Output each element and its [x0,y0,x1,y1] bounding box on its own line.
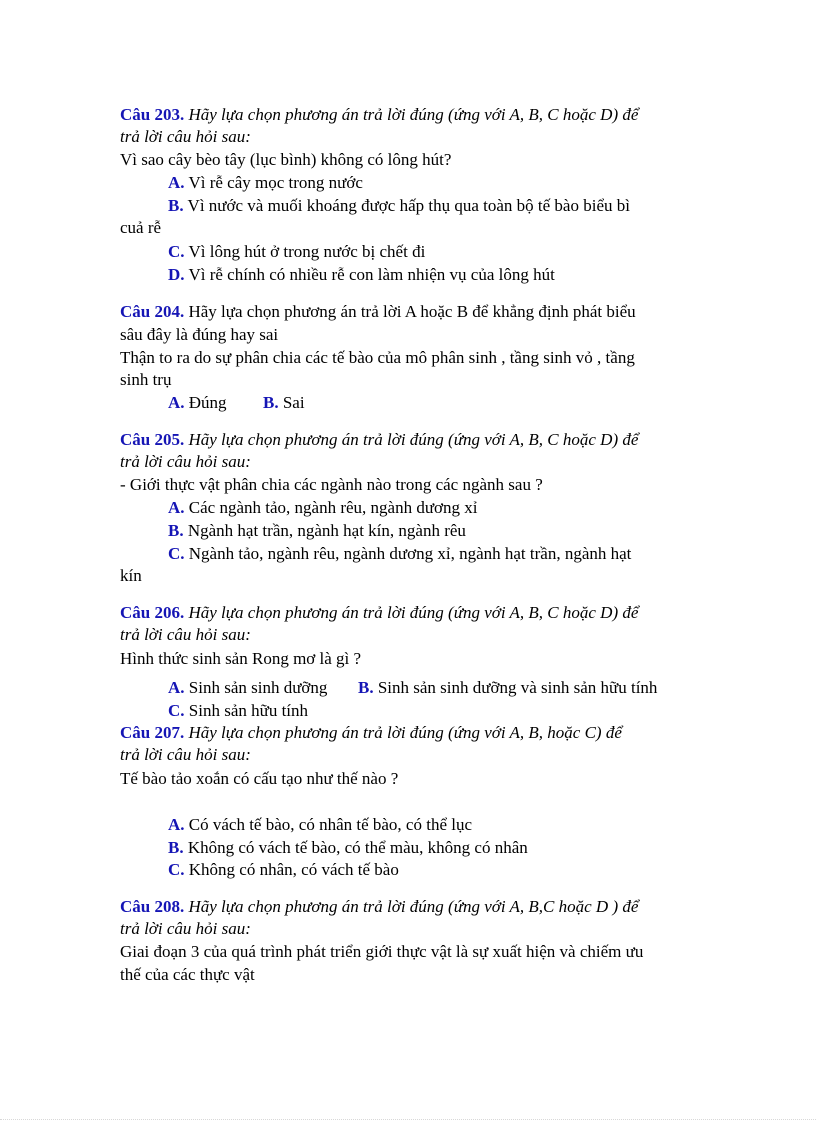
option-text: Sinh sản sinh dưỡng và sinh sản hữu tính [373,678,658,697]
option-text: Sinh sản hữu tính [184,701,309,720]
option-b [263,392,305,414]
question-208-header [120,896,638,918]
option-text: Sinh sản sinh dưỡng [184,678,328,697]
question-stem: Giai đoạn 3 của quá trình phát triển giới thực vật là sự xuất hiện và chiếm ưu [120,942,644,961]
option-b [168,195,630,217]
option-a [168,172,363,194]
option-a [168,814,472,836]
question-stem: Vì sao cây bèo tây (lục bình) không có lông hút? [120,150,452,169]
option-text-cont: kín [120,566,142,585]
option-b [168,837,528,859]
question-instruction-cont: trả lời câu hỏi sau: [120,919,251,938]
option-c [168,859,399,881]
question-206-header [120,602,638,624]
question-label: Câu 206. [120,603,185,622]
question-instruction: Hãy lựa chọn phương án trả lời A hoặc B để khẳng định phát biểu [184,302,636,321]
option-text: Có vách tế bào, có nhân tế bào, có thể lục [184,815,473,834]
question-204-header [120,301,636,323]
question-stem: Hình thức sinh sản Rong mơ là gì ? [120,649,362,668]
page-bottom-divider [0,1119,816,1120]
option-letter: A. [168,678,185,697]
option-c [168,241,425,263]
option-c [168,543,631,565]
option-letter: B. [358,678,374,697]
option-letter: C. [168,701,185,720]
option-c [168,700,308,722]
question-label: Câu 207. [120,723,185,742]
option-letter: B. [168,521,184,540]
question-stem-cont: thế của các thực vật [120,965,255,984]
question-instruction-cont: trả lời câu hỏi sau: [120,745,251,764]
option-text: Ngành tảo, ngành rêu, ngành dương xỉ, ngành hạt trần, ngành hạt [184,544,632,563]
option-b [358,677,657,699]
option-a [168,392,227,414]
question-stem: Thận to ra do sự phân chia các tế bào của mô phân sinh , tầng sinh vỏ , tầng [120,348,635,367]
option-letter: C. [168,544,185,563]
question-instruction: Hãy lựa chọn phương án trả lời đúng (ứng với A, B, hoặc C) để [184,723,622,742]
option-letter: B. [168,196,184,215]
question-instruction: Hãy lựa chọn phương án trả lời đúng (ứng với A, B,C hoặc D ) để [184,897,639,916]
option-text: Ngành hạt trần, ngành hạt kín, ngành rêu [183,521,466,540]
question-stem: Tế bào tảo xoắn có cấu tạo như thế nào ? [120,769,399,788]
question-stem: - Giới thực vật phân chia các ngành nào trong các ngành sau ? [120,475,543,494]
option-text: Đúng [184,393,227,412]
question-207-header [120,722,622,744]
question-instruction-cont: trả lời câu hỏi sau: [120,625,251,644]
option-letter: A. [168,498,185,517]
option-letter: C. [168,242,185,261]
question-label: Câu 204. [120,302,185,321]
question-label: Câu 205. [120,430,185,449]
option-text: Vì rễ chính có nhiều rễ con làm nhiện vụ của lông hút [184,265,555,284]
option-text: Sai [278,393,305,412]
question-stem-cont: sinh trụ [120,370,172,389]
question-instruction: Hãy lựa chọn phương án trả lời đúng (ứng với A, B, C hoặc D) để [184,105,639,124]
option-text-cont: cuả rễ [120,218,162,237]
question-203-header [120,104,638,126]
option-text: Vì rễ cây mọc trong nước [184,173,363,192]
option-letter: A. [168,815,185,834]
option-text: Không có vách tế bào, có thể màu, không có nhân [183,838,528,857]
option-a [168,677,327,699]
question-instruction-cont: sâu đây là đúng hay sai [120,325,279,344]
question-instruction-cont: trả lời câu hỏi sau: [120,127,251,146]
option-text: Vì lông hút ở trong nước bị chết đi [184,242,426,261]
option-letter: A. [168,173,185,192]
option-d [168,264,555,286]
question-instruction: Hãy lựa chọn phương án trả lời đúng (ứng với A, B, C hoặc D) để [184,603,639,622]
option-letter: D. [168,265,185,284]
option-b [168,520,466,542]
option-letter: B. [168,838,184,857]
question-205-header [120,429,638,451]
option-letter: A. [168,393,185,412]
option-text: Vì nước và muối khoáng được hấp thụ qua toàn bộ tế bào biểu bì [183,196,630,215]
question-label: Câu 208. [120,897,185,916]
option-text: Các ngành tảo, ngành rêu, ngành dương xỉ [184,498,478,517]
option-text: Không có nhân, có vách tế bào [184,860,399,879]
question-instruction: Hãy lựa chọn phương án trả lời đúng (ứng với A, B, C hoặc D) để [184,430,639,449]
question-instruction-cont: trả lời câu hỏi sau: [120,452,251,471]
option-letter: B. [263,393,279,412]
option-letter: C. [168,860,185,879]
question-label: Câu 203. [120,105,185,124]
option-a [168,497,478,519]
